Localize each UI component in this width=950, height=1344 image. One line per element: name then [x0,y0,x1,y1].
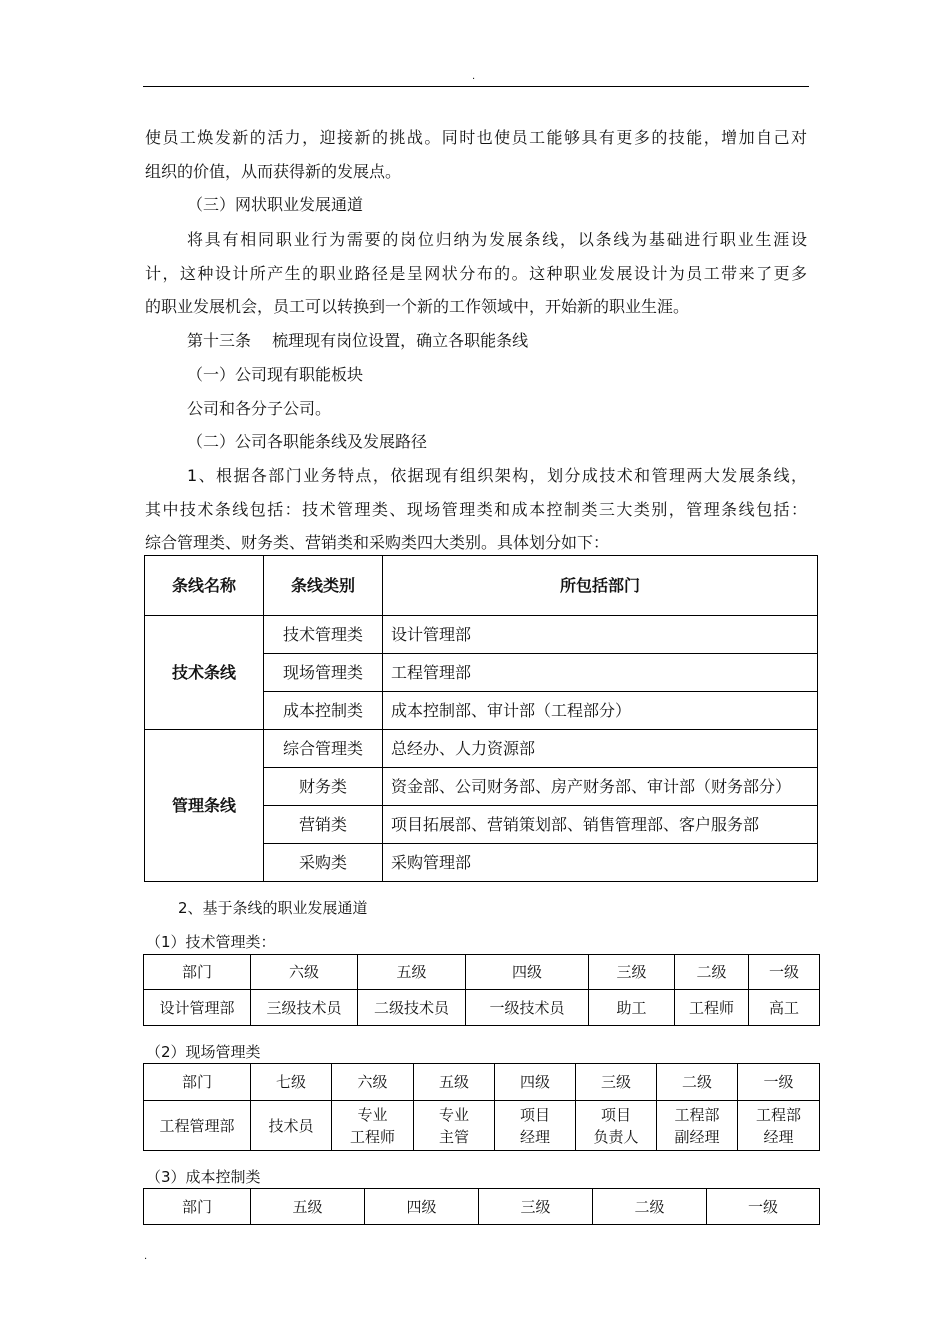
data-cell [576,1101,657,1151]
departments-cell: 成本控制部、审计部（工程部分） [383,692,818,730]
header-cell: 部门 [144,955,251,990]
data-cell: 三级技术员 [251,990,358,1026]
header-cell: 三级 [576,1064,657,1101]
paragraph-line: 的职业发展机会，员工可以转换到一个新的工作领域中，开始新的职业生涯。 [145,297,690,316]
header-cell: 二级 [675,955,749,990]
data-cell [495,1101,576,1151]
header-cell: 二级 [593,1189,707,1225]
category-cell: 营销类 [264,806,383,844]
header-cell: 二级 [657,1064,738,1101]
data-cell: 工程师 [675,990,749,1026]
header-cell: 五级 [251,1189,365,1225]
cell-text-line2: 经理 [763,1127,794,1146]
data-cell: 高工 [749,990,820,1026]
departments-cell: 项目拓展部、营销策划部、销售管理部、客户服务部 [383,806,818,844]
career-line-table [144,555,818,882]
header-cell: 四级 [466,955,589,990]
departments-cell: 采购管理部 [383,844,818,882]
cell-text-line1: 专业 [438,1105,469,1124]
header-mark: . [472,71,476,82]
data-cell [738,1101,820,1151]
paragraph-line: 组织的价值，从而获得新的发展点。 [145,162,402,181]
data-cell [251,1101,332,1151]
cell-text-line1: 工程部 [755,1105,801,1124]
section-heading-cost: （3）成本控制类 [146,1168,261,1186]
paragraph-line: 综合管理类、财务类、营销类和采购类四大类别。具体划分如下： [145,533,610,552]
category-cell: 成本控制类 [264,692,383,730]
header-cell: 六级 [332,1064,414,1101]
header-line-name: 条线名称 [145,556,264,616]
cell-text-line2: 工程师 [349,1127,395,1146]
section-heading-network: （三）网状职业发展通道 [187,195,364,214]
category-cell: 财务类 [264,768,383,806]
cost-control-table [143,1188,820,1225]
paragraph-line: 计，这种设计所产生的职业路径是呈网状分布的。这种职业发展设计为员工带来了更多 [145,264,807,283]
header-cell: 部门 [144,1189,251,1225]
group-name-management: 管理条线 [145,730,264,882]
data-cell [332,1101,414,1151]
paragraph-line: 其中技术条线包括：技术管理类、现场管理类和成本控制类三大类别，管理条线包括： [145,500,807,519]
category-cell: 采购类 [264,844,383,882]
section-heading-site: （2）现场管理类 [146,1043,261,1061]
header-cell: 四级 [365,1189,479,1225]
data-cell: 一级技术员 [466,990,589,1026]
category-cell: 现场管理类 [264,654,383,692]
cell-text: 工程管理部 [159,1116,235,1135]
header-line-category: 条线类别 [264,556,383,616]
header-cell: 一级 [749,955,820,990]
cell-text-line1: 项目 [519,1105,550,1124]
site-management-table [143,1063,820,1151]
paragraph-line: 1、根据各部门业务特点，依据现有组织架构，划分成技术和管理两大发展条线， [187,466,807,485]
data-cell [657,1101,738,1151]
data-cell: 二级技术员 [358,990,466,1026]
header-departments: 所包括部门 [383,556,818,616]
header-cell: 七级 [251,1064,332,1101]
departments-cell: 设计管理部 [383,616,818,654]
cell-text: 技术员 [268,1116,314,1135]
cell-text-line2: 主管 [438,1127,469,1146]
paragraph-line: 使员工焕发新的活力，迎接新的挑战。同时也使员工能够具有更多的技能，增加自己对 [145,128,807,147]
section-heading-tech: （1）技术管理类： [146,933,276,951]
header-cell: 一级 [707,1189,820,1225]
header-cell: 五级 [358,955,466,990]
header-cell: 三级 [479,1189,593,1225]
header-cell: 三级 [589,955,675,990]
cell-text-line2: 副经理 [674,1127,720,1146]
data-cell: 助工 [589,990,675,1026]
cell-text-line1: 工程部 [674,1105,720,1124]
departments-cell: 总经办、人力资源部 [383,730,818,768]
header-rule [143,86,809,87]
departments-cell: 资金部、公司财务部、房产财务部、审计部（财务部分） [383,768,818,806]
sections-text: 公司和各分子公司。 [187,399,332,418]
section-heading-channel: 2、基于条线的职业发展通道 [178,899,368,917]
cell-text-line1: 专业 [357,1105,388,1124]
header-cell: 四级 [495,1064,576,1101]
category-cell: 技术管理类 [264,616,383,654]
tech-management-table [143,954,820,1026]
header-cell: 一级 [738,1064,820,1101]
footer-mark: . [144,1251,148,1262]
cell-text-line2: 经理 [519,1127,550,1146]
section-heading-lines: （二）公司各职能条线及发展路径 [187,432,428,451]
header-cell: 部门 [144,1064,251,1101]
header-cell: 五级 [414,1064,495,1101]
article-thirteen-heading: 第十三条 梳理现有岗位设置，确立各职能条线 [187,331,529,350]
category-cell: 综合管理类 [264,730,383,768]
departments-cell: 工程管理部 [383,654,818,692]
paragraph-line: 将具有相同职业行为需要的岗位归纳为发展条线，以条线为基础进行职业生涯设 [187,230,807,249]
group-name-tech: 技术条线 [145,616,264,730]
data-cell [144,1101,251,1151]
cell-text-line1: 项目 [600,1105,631,1124]
data-cell [414,1101,495,1151]
header-cell: 六级 [251,955,358,990]
section-heading-sections: （一）公司现有职能板块 [187,365,364,384]
cell-text-line2: 负责人 [593,1127,639,1146]
data-cell: 设计管理部 [144,990,251,1026]
